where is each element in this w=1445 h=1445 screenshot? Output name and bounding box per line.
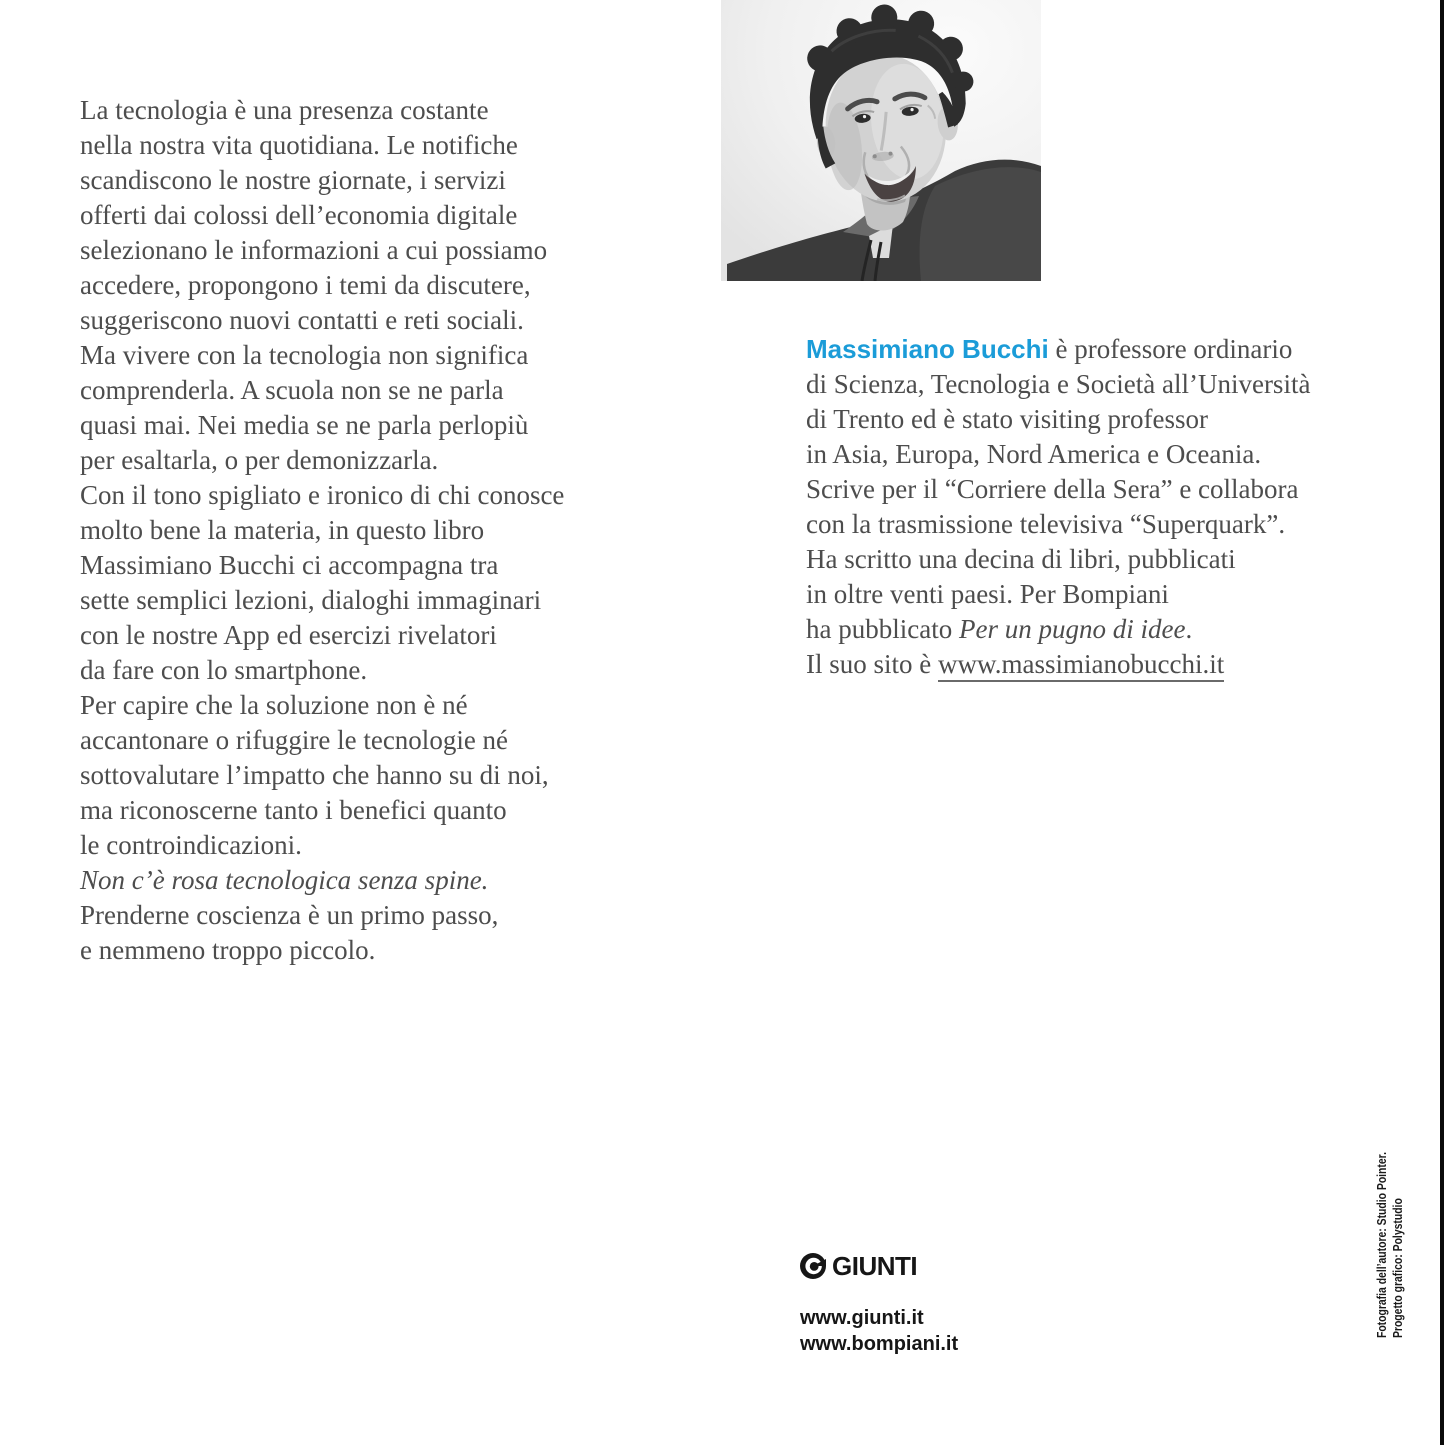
synopsis-line: scandiscono le nostre giornate, i servizi — [80, 165, 506, 195]
bio-line: con la trasmissione televisiva “Superquark”. — [806, 509, 1286, 539]
book-title: Per un pugno di idee — [958, 614, 1186, 644]
synopsis-line: sette semplici lezioni, dialoghi immaginari — [80, 585, 542, 615]
synopsis-line: le controindicazioni. — [80, 830, 302, 860]
giunti-logo-icon — [800, 1253, 826, 1279]
synopsis-line-italic: Non c’è rosa tecnologica senza spine. — [80, 865, 489, 895]
synopsis-line: ma riconoscerne tanto i benefici quanto — [80, 795, 507, 825]
bio-line: Scrive per il “Corriere della Sera” e collabora — [806, 474, 1299, 504]
synopsis-line: selezionano le informazioni a cui possiamo — [80, 235, 548, 265]
author-photo — [721, 0, 1041, 281]
bio-line — [806, 612, 1310, 647]
bio-line: di Trento ed è stato visiting professor — [806, 404, 1208, 434]
bio-line — [806, 647, 1310, 682]
bio-line: in oltre venti paesi. Per Bompiani — [806, 579, 1169, 609]
synopsis-line: Per capire che la soluzione non è né — [80, 690, 468, 720]
synopsis-line: accantonare o rifuggire le tecnologie né — [80, 725, 509, 755]
synopsis-line: quasi mai. Nei media se ne parla perlopiù — [80, 410, 529, 440]
publisher-url: www.bompiani.it — [800, 1333, 959, 1355]
synopsis-line: molto bene la materia, in questo libro — [80, 515, 485, 545]
synopsis-line: suggeriscono nuovi contatti e reti sociali. — [80, 305, 524, 335]
page-fold-edge — [1440, 0, 1444, 1445]
synopsis-line: con le nostre App ed esercizi rivelatori — [80, 620, 497, 650]
synopsis-line: sottovalutare l’impatto che hanno su di noi, — [80, 760, 549, 790]
design-credit: Progetto grafico: Polystudio — [1390, 1198, 1405, 1339]
author-bio — [806, 332, 1310, 682]
synopsis-line: offerti dai colossi dell’economia digitale — [80, 200, 518, 230]
print-credits — [1374, 1152, 1406, 1338]
synopsis-line: nella nostra vita quotidiana. Le notifiche — [80, 130, 518, 160]
bio-line-text: Il suo sito è — [806, 649, 938, 679]
synopsis-line: e nemmeno troppo piccolo. — [80, 935, 376, 965]
publisher-block — [800, 1250, 959, 1357]
synopsis-line: comprenderla. A scuola non se ne parla — [80, 375, 504, 405]
bio-line-text: . — [1185, 614, 1193, 644]
publisher-name: GIUNTI — [832, 1250, 918, 1281]
synopsis-line: accedere, propongono i temi da discutere, — [80, 270, 531, 300]
synopsis-line: Prenderne coscienza è un primo passo, — [80, 900, 499, 930]
publisher-logo — [800, 1250, 958, 1281]
synopsis-line: La tecnologia è una presenza costante — [80, 95, 489, 125]
synopsis-line: Con il tono spigliato e ironico di chi conosce — [80, 480, 565, 510]
synopsis-line: da fare con lo smartphone. — [80, 655, 368, 685]
photo-credit: Fotografia dell’autore: Studio Pointer. — [1374, 1151, 1389, 1339]
bio-line-text: è professore ordinario — [1048, 334, 1293, 364]
synopsis-line: Ma vivere con la tecnologia non significa — [80, 340, 529, 370]
bio-line: in Asia, Europa, Nord America e Oceania. — [806, 439, 1262, 469]
synopsis-line: per esaltarla, o per demonizzarla. — [80, 445, 439, 475]
author-website-link[interactable]: www.massimianobucchi.it — [938, 649, 1224, 682]
book-synopsis — [80, 93, 564, 968]
synopsis-line: Massimiano Bucchi ci accompagna tra — [80, 550, 499, 580]
author-name: Massimiano Bucchi — [806, 334, 1049, 364]
publisher-urls — [800, 1305, 958, 1357]
publisher-url: www.giunti.it — [800, 1307, 924, 1329]
bio-line: di Scienza, Tecnologia e Società all’Università — [806, 369, 1311, 399]
bio-line-text: ha pubblicato — [806, 614, 959, 644]
bio-line — [806, 332, 1310, 367]
bio-line: Ha scritto una decina di libri, pubblicati — [806, 544, 1236, 574]
